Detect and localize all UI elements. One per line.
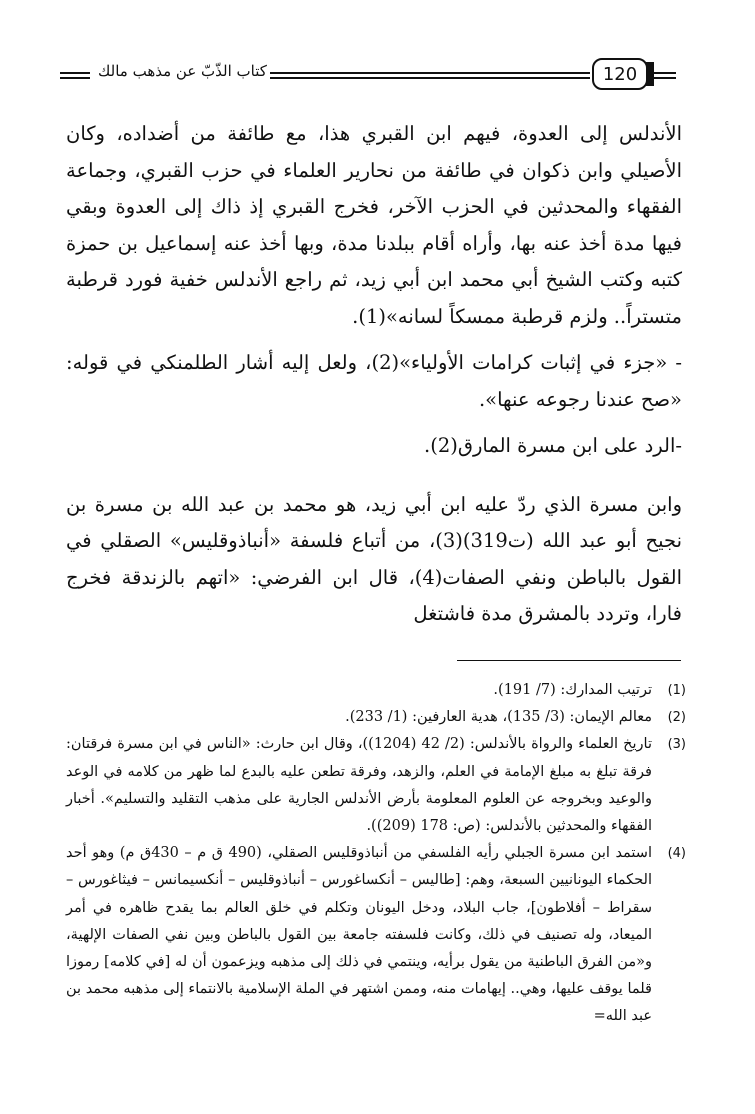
page-number-tab [646, 62, 654, 86]
page-number-box [592, 58, 648, 90]
header-rule-left [60, 72, 90, 74]
footnote-text: معالم الإيمان: (3/ 135)، هدية العارفين: (1/ 233). [345, 709, 652, 726]
footnote [66, 840, 686, 1030]
footnote [66, 677, 686, 704]
header-rule-right-lower [654, 77, 676, 79]
paragraph-3: -الرد على ابن مسرة المارق(2). [424, 434, 682, 457]
footnote-text: تاريخ العلماء والرواة بالأندلس: (2/ 42 (1204))، وقال ابن حارث: «الناس في ابن مسرة فرقتان: فرقة تبلغ به مبلغ الإمامة في العلم، والزهد، وفرقة تطعن عليه بالبدع لما ظهر من كلامه في الوعد والوعيد وبخروجه عن العلوم المعلومة بأرض الأندلس الجارية على مذهب التقليد والتسليم». أخبار الفقهاء والمحدثين بالأندلس: (ص: 178 (209)). [66, 736, 652, 835]
footnote-number: (4) [667, 846, 686, 862]
page-number: 120 [602, 63, 638, 85]
footnote [66, 704, 686, 731]
header-rule-middle [270, 72, 590, 74]
page-header [60, 58, 690, 94]
footnote [66, 731, 686, 840]
footnote-separator [457, 660, 681, 661]
footnote-number: (1) [667, 683, 686, 698]
header-rule-right [654, 72, 676, 74]
paragraph-4: وابن مسرة الذي ردّ عليه ابن أبي زيد، هو محمد بن عبد الله بن مسرة بن نجيح أبو عبد الله (ت319)(3)، من أتباع فلسفة «أنباذوقليس» الصقلي في القول بالباطن ونفي الصفات(4)، قال ابن الفرضي: «اتهم بالزندقة فخرج فارا، وتردد بالمشرق مدة فاشتغل [66, 492, 682, 625]
paragraph-2: - «جزء في إثبات كرامات الأولياء»(2)، ولعل إليه أشار الطلمنكي في قوله: «صح عندنا رجوعه عنها». [66, 351, 682, 411]
footnote-number: (2) [667, 710, 686, 726]
header-rule-middle-lower [270, 77, 590, 79]
header-rule-left-lower [60, 77, 90, 79]
footnote-text: ترتيب المدارك: (7/ 191). [493, 682, 652, 698]
main-text [66, 116, 682, 633]
paragraph-1: الأندلس إلى العدوة، فيهم ابن القبري هذا، مع طائفة من أضداده، وكان الأصيلي وابن ذكوان في طائفة من نحارير العلماء في حزب القبري، وجماعة الفقهاء والمحدثين في الحزب الآخر، فخرج القبري إذ ذاك إلى العدوة وبقي فيها مدة أخذ عنه بها، وأراه أقام ببلدنا مدة، وبها أخذ عنه إسماعيل بن حمزة كتبه وكتب الشيخ أبي محمد ابن أبي زيد، ثم راجع الأندلس خفية فورد قرطبة متستراً.. ولزم قرطبة ممسكاً لسانه»(1). [66, 122, 682, 328]
running-title: كتاب الذّبّ عن مذهب مالك [98, 62, 267, 80]
footnote-number: (3) [667, 737, 686, 753]
footnotes [66, 677, 686, 1031]
footnote-text: استمد ابن مسرة الجبلي رأيه الفلسفي من أنباذوقليس الصقلي، (490 ق م – 430ق م) وهو أحد الحكماء اليونانيين السبعة، وهم: [طاليس – أنكساغورس – أنباذوقليس – أنكسيمانس – فيثاغورس – سقراط – أفلاطون]، جاب البلاد، ودخل اليونان وتكلم في خلق العالم بما يقدح ظاهره في أمر الميعاد، وله تصنيف في ذلك، وكانت فلسفته جامعة بين القول بالباطن وبين نفي الصفات الإلهية، و«من الفرق الباطنية من يقول برأيه، وينتمي في ذلك إلى مذهبه ويزعمون أن له [في كلامه] رموزا قلما يوقف عليها، وهي.. إيهامات منه، وممن اشتهر في الملة الإسلامية بالانتماء إلى مذهبه محمد بن عبد الله= [66, 845, 652, 1025]
